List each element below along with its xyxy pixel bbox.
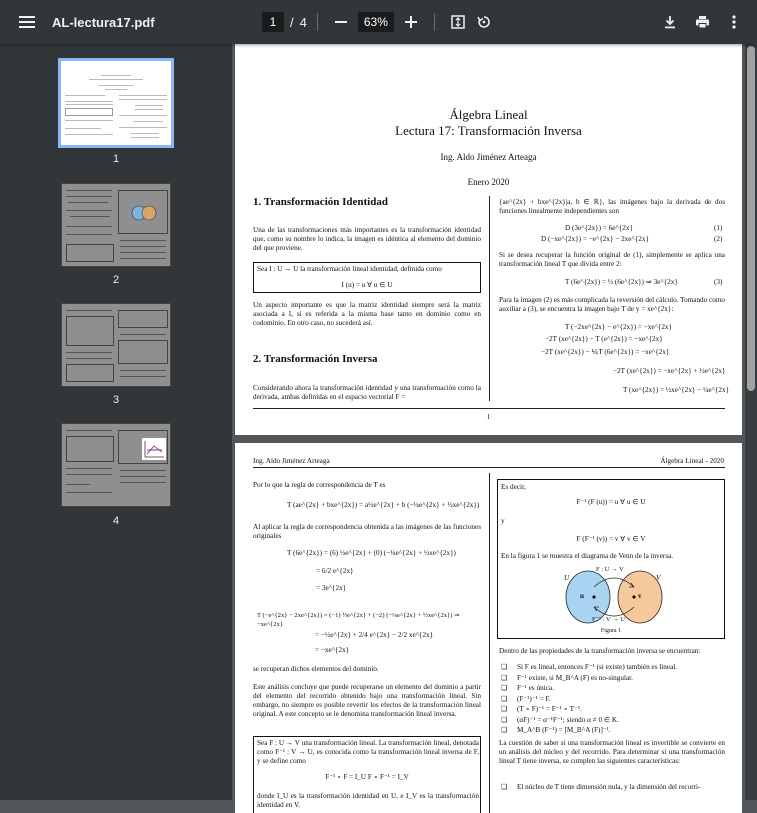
section-1-title: 1. Transformación Identidad: [253, 196, 388, 208]
venn-set-v: V: [656, 574, 661, 582]
es-decir-text: Es decir,: [501, 483, 526, 491]
header-rule: [253, 467, 725, 468]
checkbox-icon: ❑: [501, 673, 508, 682]
thumbnail-sidebar: [0, 44, 232, 800]
equation-2: D (−xe^{2x}) = −e^{2x} − 2xe^{2x}: [541, 235, 649, 243]
equation-2-number: (2): [714, 235, 723, 243]
page-2-final-paragraph: La cuestión de saber si una transformación lineal es invertible se convierte en un análisis del núcleo y del recorrido. Para determinar si una transformación lineal T tiene inversa, se cumplen las siguientes características:: [499, 739, 725, 765]
equation-3-number: (3): [714, 278, 723, 286]
right-controls: [657, 0, 747, 44]
y-text: y: [501, 517, 505, 525]
checkbox-icon: ❑: [501, 694, 508, 703]
inverse-explanation-box: [497, 479, 725, 639]
page-number-input[interactable]: 1: [262, 12, 284, 32]
page-2-paragraph-1: Por lo que la regla de correspondencia de T es: [253, 481, 386, 489]
venn-top-label: F : U → V: [596, 566, 624, 573]
column-divider: [489, 196, 490, 401]
page-2-paragraph-3: se recuperan dichos elementos del dominio.: [253, 665, 379, 673]
page-2-equation-2c: = 3e^{2x}: [316, 584, 347, 592]
author: Ing. Aldo Jiménez Arteaga: [440, 152, 537, 162]
checkbox-icon: ❑: [501, 684, 508, 692]
fit-page-icon[interactable]: [445, 9, 471, 35]
print-icon[interactable]: [689, 9, 715, 35]
footer-rule: [253, 408, 725, 409]
page-2-header-left: Ing. Aldo Jiménez Arteaga: [253, 457, 330, 465]
equation-1: D (3e^{2x}) = 6e^{2x}: [565, 224, 633, 232]
download-icon[interactable]: [657, 9, 683, 35]
checkbox-icon: ❑: [501, 663, 508, 671]
last-bullet-text: El núcleo de T tiene dimensión nula, y la dimensión del recorri-: [517, 783, 701, 791]
column-divider-2: [489, 473, 490, 813]
equation-1-number: (1): [714, 224, 723, 232]
inverse-equation-2: F (F⁻¹ (v)) = v ∀ v ∈ V: [576, 535, 646, 543]
properties-intro: Dentro de las propiedades de la transformación inversa se encuentran:: [499, 647, 701, 655]
property-item: F⁻¹ es única.: [517, 684, 554, 692]
thumbnail-label-2: 2: [112, 274, 120, 286]
menu-icon[interactable]: [14, 9, 40, 35]
equation-7: −2T (xe^{2x}) = −xe^{2x} + ½e^{2x}: [613, 367, 726, 375]
page-2-equation-1: T (ae^{2x} + bxe^{2x}) = a½e^{2x} + b (−¼e^{2x} + ½xe^{2x}): [287, 501, 480, 509]
column-2-paragraph-2: Si se desea recuperar la función original de (1), simplemente se aplica una transformación lineal T que divida entre 2:: [499, 251, 725, 268]
document-viewer[interactable]: [232, 44, 757, 809]
thumbnail-page-2[interactable]: [61, 183, 171, 267]
date: Enero 2020: [467, 177, 510, 187]
figure-caption: Figura 1: [600, 628, 622, 634]
rotate-icon[interactable]: [471, 9, 497, 35]
equation-5: −2T (xe^{2x}) − T (e^{2x}) = −xe^{2x}: [545, 335, 663, 343]
total-pages: 4: [299, 14, 307, 30]
checkbox-icon: ❑: [501, 705, 508, 713]
column-2-paragraph-1: {ae^{2x} + bxe^{2x}|a, b ∈ ℝ}, las imágenes bajo la derivada de dos funciones linealmente independientes son: [499, 198, 725, 215]
venn-set-u: U: [564, 574, 570, 582]
checkbox-icon: ❑: [501, 783, 508, 791]
zoom-in-icon[interactable]: [398, 9, 424, 35]
figure-intro-text: En la figura 1 se muestra el diagrama de Venn de la inversa.: [501, 552, 674, 560]
thumbnail-label-3: 3: [112, 394, 120, 406]
identity-box-text: Sea I : U → U la transformación lineal identidad, definida como: [257, 265, 442, 273]
page-2-equation-3a: T (−e^{2x} − 2xe^{2x}) = (−1) ½e^{2x} + (−2) (−¼e^{2x} + ½xe^{2x}) ⇒ −xe^{2x}: [257, 612, 460, 628]
property-item: M_A^B (F⁻¹) = [M_B^A (F)]⁻¹.: [517, 726, 611, 734]
checkbox-icon: ❑: [501, 715, 508, 724]
zoom-level-input[interactable]: 63%: [358, 12, 394, 32]
toolbar-divider: [434, 13, 435, 31]
title-line-1: Álgebra Lineal: [449, 107, 528, 122]
venn-bottom-label: F⁻¹ : V → U: [592, 616, 625, 623]
equation-8: T (xe^{2x}) = ½xe^{2x} − ¼e^{2x}: [623, 386, 730, 394]
pdf-page-1: [235, 44, 742, 435]
section-2-title: 2. Transformación Inversa: [253, 353, 378, 365]
inverse-definition-box: [253, 736, 481, 813]
page-2-paragraph-4: Este análisis concluye que puede recuperarse un elemento del dominio a partir del elemento del recorrido obtenido bajo una transformación lineal. Sin embargo, no siempre es posible revertir los efectos de la transformación lineal original. A este concepto se le denomina transformación lineal inversa.: [253, 683, 481, 718]
equation-6: −2T (xe^{2x}) − ⅙T (6e^{2x}) = −xe^{2x}: [541, 348, 670, 356]
page-number: 1: [486, 413, 491, 421]
page-2-equation-2a: T (6e^{2x}) = (6) ½e^{2x} + (0) (−¼e^{2x} + ½xe^{2x}): [287, 549, 456, 557]
thumbnail-page-3[interactable]: [61, 303, 171, 387]
property-item: Si F es lineal, entonces F⁻¹ (si existe) también es lineal.: [517, 663, 678, 671]
inverse-box-text: Sea F : U → V una transformación lineal. La transformación lineal, denotada como F⁻¹ : V → U, es conocida como la transformación lineal inversa de F, y se define como: [257, 739, 479, 765]
checkbox-icon: ❑: [501, 726, 508, 734]
property-item: (T ∘ F)⁻¹ = F⁻¹ ∘ T⁻¹.: [517, 705, 582, 713]
section-1-paragraph-1: Una de las transformaciones más importantes es la transformación identidad que, como su nombre lo indica, la imagen es idéntica al elemento del dominio del que proviene.: [253, 226, 481, 252]
inverse-equation-1: F⁻¹ (F (u)) = u ∀ u ∈ U: [576, 498, 646, 506]
property-item: (F⁻¹)⁻¹ = F.: [517, 694, 551, 703]
inverse-box-tail: donde I_U es la transformación identidad en U, e I_V es la transformación identidad en V.: [257, 792, 479, 809]
scrollbar-thumb[interactable]: [747, 46, 755, 391]
section-1-paragraph-2: Un aspecto importante es que la matriz identidad siempre será la matriz asociada a I, si es referida a la misma base tanto en dominio como en codominio. En otro caso, no sucederá así.: [253, 301, 481, 327]
identity-box-equation: I (u) = u ∀ u ∈ U: [341, 281, 393, 289]
page-separator: /: [290, 14, 294, 30]
page-2-header-right: Álgebra Lineal - 2020: [660, 457, 724, 465]
pdf-page-2: [235, 443, 742, 813]
inverse-box-equation: F⁻¹ ∘ F = I_U F ∘ F⁻¹ = I_V: [325, 773, 409, 781]
page-2-equation-3b: = −½e^{2x} + 2/4 e^{2x} − 2/2 xe^{2x}: [315, 631, 434, 639]
venn-element-v: v: [638, 592, 642, 600]
thumbnail-label-1: 1: [112, 153, 120, 165]
column-2-paragraph-3: Para la imagen (2) es más complicada la reversión del cálculo. Tomando como auxiliar a (3), se encuentra la imagen bajo T de y = xe^{2x}:: [499, 296, 725, 313]
venn-element-u: u: [580, 592, 584, 600]
identity-definition-box: [253, 262, 481, 293]
zoom-out-icon[interactable]: [328, 9, 354, 35]
section-2-paragraph-1: Considerando ahora la transformación identidad y una transformación como la derivada, ambas definidas en el espacio vectorial F =: [253, 384, 481, 401]
equation-3: T (6e^{2x}) = ½ (6e^{2x}) ⇒ 3e^{2x}: [565, 278, 678, 286]
page-controls: [262, 0, 497, 44]
thumbnail-label-4: 4: [112, 515, 120, 527]
property-item: F⁻¹ existe, si M_B^A (F) es no-singular.: [517, 673, 633, 682]
page-2-paragraph-2: Al aplicar la regla de correspondencia obtenida a las imágenes de las funciones originales: [253, 523, 481, 540]
toolbar-divider: [317, 13, 318, 31]
equation-4: T (−2xe^{2x} − e^{2x}) = −xe^{2x}: [565, 323, 672, 331]
more-icon[interactable]: [721, 9, 747, 35]
property-item: (αF)⁻¹ = α⁻¹F⁻¹; siendo α ≠ 0 ∈ K.: [517, 715, 619, 724]
title-line-2: Lectura 17: Transformación Inversa: [395, 123, 582, 138]
pdf-toolbar: [0, 0, 757, 44]
document-title: AL-lectura17.pdf: [52, 14, 155, 30]
page-2-equation-2b: = 6/2 e^{2x}: [316, 567, 354, 575]
page-2-equation-3c: = −xe^{2x}: [315, 646, 350, 654]
thumbnail-page-4[interactable]: [61, 423, 171, 507]
thumbnail-page-1[interactable]: [58, 58, 174, 148]
